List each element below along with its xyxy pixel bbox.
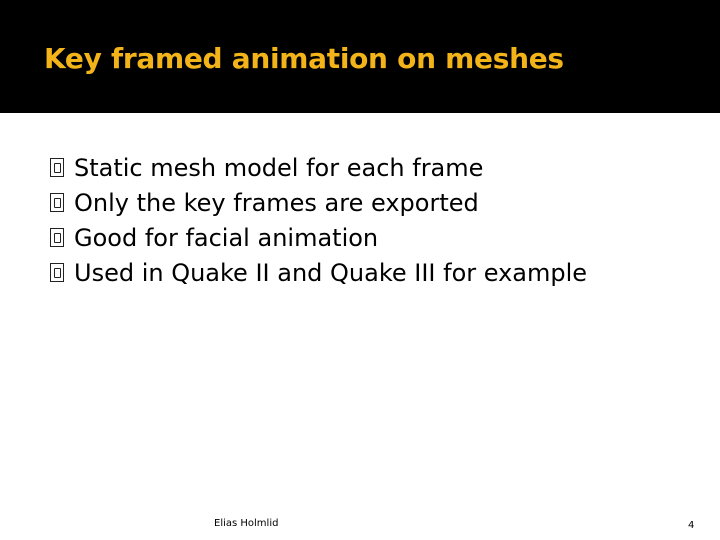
bullet-item bbox=[50, 185, 587, 220]
bullet-text: Good for facial animation bbox=[74, 223, 379, 252]
bullet-list bbox=[50, 150, 587, 290]
bullet-box-icon bbox=[50, 228, 64, 247]
bullet-text: Only the key frames are exported bbox=[74, 188, 479, 217]
bullet-text: Static mesh model for each frame bbox=[74, 153, 484, 182]
slide-number: 4 bbox=[688, 520, 695, 531]
bullet-box-icon bbox=[50, 263, 64, 282]
bullet-item bbox=[50, 255, 587, 290]
bullet-box-icon bbox=[50, 158, 64, 177]
title-bar bbox=[0, 0, 720, 113]
footer-author: Elias Holmlid bbox=[214, 518, 279, 529]
slide-title: Key framed animation on meshes bbox=[44, 42, 564, 75]
bullet-item bbox=[50, 150, 587, 185]
bullet-text: Used in Quake II and Quake III for example bbox=[74, 258, 588, 287]
bullet-item bbox=[50, 220, 587, 255]
bullet-box-icon bbox=[50, 193, 64, 212]
